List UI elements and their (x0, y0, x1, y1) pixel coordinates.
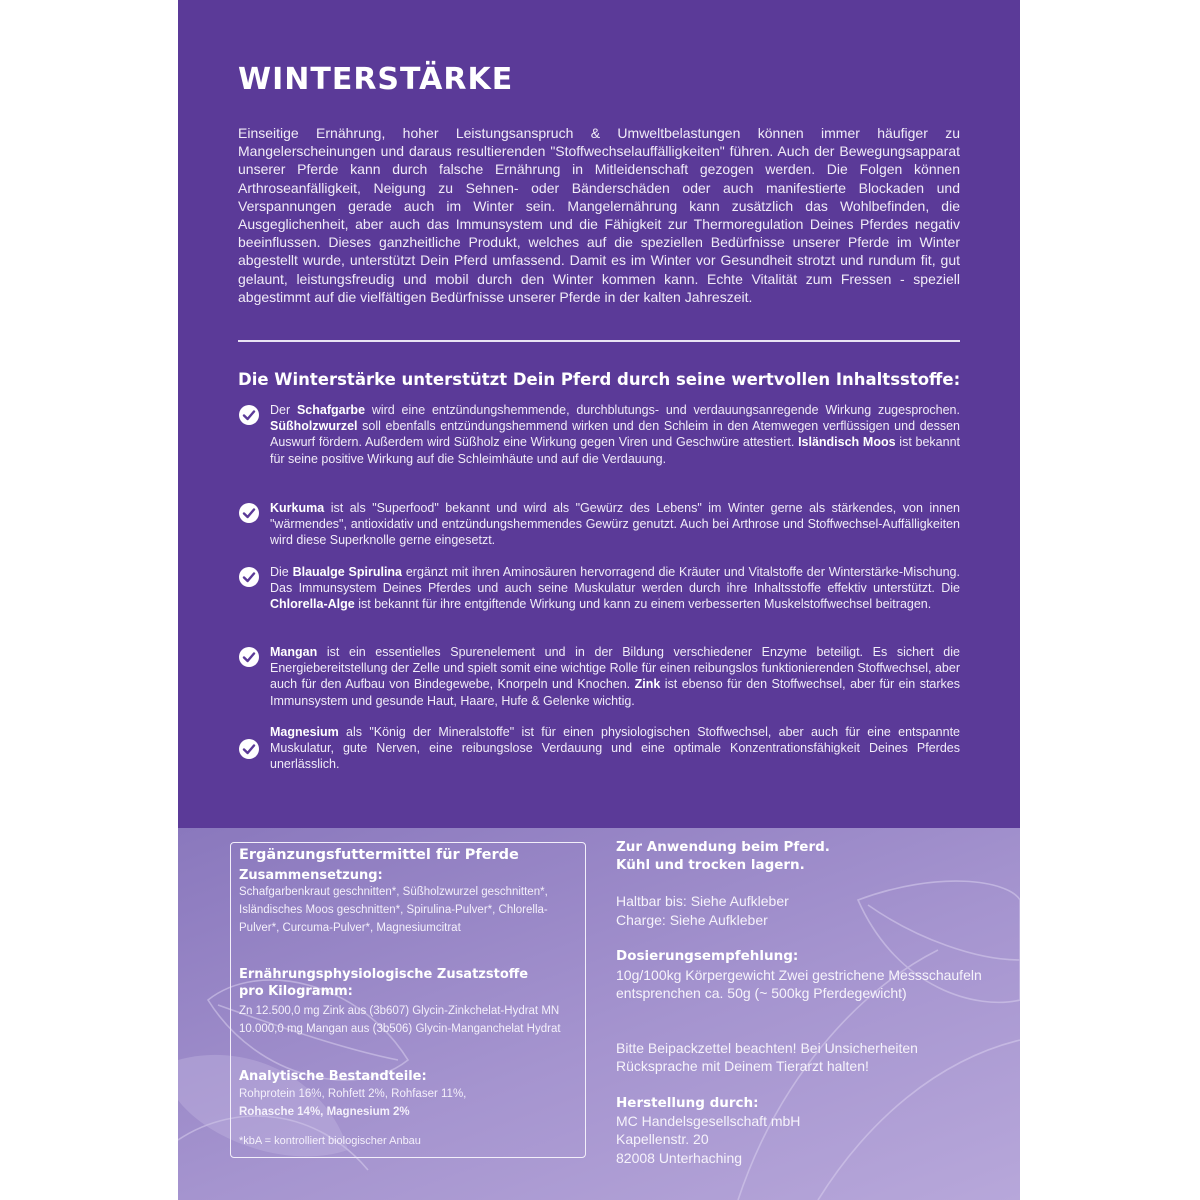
ingredient-text: Die Blaualge Spirulina ergänzt mit ihren Aminosäuren hervorragend die Kräuter und Vitalstoffe der Winterstärke-Mischung. Das Immunsystem Deines Pferdes und auch seine Muskulatur werden durch ihre Inhaltsstoffe effektiv unterstützt. Die Chlorella-Alge ist bekannt für ihre entgiftende Wirkung und kann zu einem verbesserten Muskelstoffwechsel beitragen. (270, 565, 960, 612)
dosage-text: 10g/100kg Körpergewicht Zwei gestrichene Messschaufeln entsprenchen ca. 50g (~ 500kg Pferdegewicht) (616, 967, 982, 1001)
ingredient-text: Der Schafgarbe wird eine entzündungshemmende, durchblutungs- und verdauungsanregende Wirkung zugesprochen. Süßholzwurzel soll ebenfalls entzündungshemmend wirken und den Schleim in den Atemwegen verflüssigen und dessen Auswurf fördern. Außerdem wird Süßholz eine Wirkung gegen Viren und Geschwüre attestiert. Isländisch Moos ist bekannt für seine positive Wirkung auf die Schleimhäute und auf die Verdauung. (270, 403, 960, 466)
product-label-panel (178, 0, 1020, 1200)
ingredient-keyword: Zink (634, 677, 661, 692)
composition-box (230, 842, 586, 1158)
checkmark-icon (238, 646, 260, 668)
ingredient-keyword: Kurkuma (270, 501, 325, 515)
charge-info: Charge: Siehe Aufkleber (616, 912, 768, 928)
ingredient-text: Magnesium als "König der Mineralstoffe" ist für einen physiologischen Stoffwechsel, aber auch für eine entspannte Muskulatur, gute Nerven, eine reibungslose Verdauung und eine optimale Konzentrationsfähigkeit Deines Pferdes unerlässlich. (270, 725, 960, 772)
checkmark-icon (238, 566, 260, 588)
checkmark-icon (238, 404, 260, 426)
analytic-label: Analytische Bestandteile: (239, 1069, 427, 1084)
composition-label: Zusammensetzung: (239, 868, 383, 883)
ingredient-keyword: Mangan (270, 645, 318, 659)
section-divider (238, 340, 960, 342)
ingredient-keyword: Isländisch Moos (798, 435, 896, 450)
manufacturer-city: 82008 Unterhaching (616, 1150, 743, 1166)
ingredient-text: Mangan ist ein essentielles Spurenelement und in der Bildung verschiedener Enzyme beteiligt. Es sichert die Energiebereitstellung der Zelle und spielt somit eine wichtige Rolle für einen reibungslos funktionierenden Stoffwechsel, aber auch für den Aufbau von Bindegewebe, Knorpeln und Knochen. Zink ist ebenso für den Stoffwechsel, aber für ein starkes Immunsystem und gesunde Haut, Haare, Hufe & Gelenke wichtig. (270, 645, 960, 708)
checkmark-icon (238, 738, 260, 760)
manufacturer-name: MC Handelsgesellschaft mbH (616, 1113, 801, 1129)
analytic-line-2: Rohasche 14%, Magnesium 2% (239, 1106, 410, 1118)
manufacturer-street: Kapellenstr. 20 (616, 1131, 709, 1147)
ingredient-keyword: Süßholzwurzel (270, 419, 358, 434)
ingredient-keyword: Chlorella-Alge (270, 597, 355, 612)
ingredient-keyword: Magnesium (270, 725, 339, 739)
box-title: Ergänzungsfuttermittel für Pferde (239, 847, 519, 863)
product-title: WINTERSTÄRKE (238, 62, 514, 97)
footnote: *kbA = kontrolliert biologischer Anbau (239, 1135, 421, 1147)
ingredient-text: Kurkuma ist als "Superfood" bekannt und wird als "Gewürz des Lebens" im Winter gerne als stärkendes, von innen "wärmendes", antioxidativ und entzündungshemmendes Gewürz genutzt. Auch bei Arthrose und Stoffwechsel-Auffälligkeiten wird diese Superknolle gerne eingesetzt. (270, 501, 960, 548)
composition-text: Schafgarbenkraut geschnitten*, Süßholzwurzel geschnitten*, Isländisches Moos geschnitten*, Spirulina-Pulver*, Chlorella-Pulver*, Curcuma-Pulver*, Magnesiumcitrat (239, 886, 548, 935)
vet-note: Bitte Beipackzettel beachten! Bei Unsicherheiten Rücksprache mit Deinem Tierarzt halten! (616, 1040, 918, 1074)
ingredients-heading: Die Winterstärke unterstützt Dein Pferd durch seine wertvollen Inhaltsstoffe: (238, 370, 961, 389)
ingredient-keyword: Schafgarbe (296, 403, 366, 417)
additives-text: Zn 12.500,0 mg Zink aus (3b607) Glycin-Zinkchelat-Hydrat MN 10.000,0 mg Mangan aus (3b506) Glycin-Manganchelat Hydrat (239, 1005, 561, 1036)
manufacturer-label: Herstellung durch: (616, 1095, 759, 1111)
dosage-label: Dosierungsempfehlung: (616, 948, 799, 964)
intro-paragraph: Einseitige Ernährung, hoher Leistungsanspruch & Umweltbelastungen können immer häufiger zu Mangelerscheinungen und daraus resultierenden "Stoffwechselauffälligkeiten" führen. Auch der Bewegungsapparat unserer Pferde kann durch falsche Ernährung in Mitleidenschaft gezogen werden. Die Folgen können Arthroseanfälligkeit, Neigung zu Sehnen- oder Bänderschäden oder auch manifestierte Blockaden und Verspannungen gerade auch im Winter sein. Mangelernährung kann zusätzlich das Wohlbefinden, die Ausgeglichenheit, aber auch das Immunsystem und die Fähigkeit zur Thermoregulation Deines Pferdes negativ beeinflussen. Dieses ganzheitliche Produkt, welches auf die speziellen Bedürfnisse unserer Pferde im Winter abgestellt wurde, unterstützt Dein Pferd umfassend. Damit es im Winter vor Gesundheit strotzt und rundum fit, gut gelaunt, leistungsfreudig und mobil durch den Winter kommen kann. Echte Vitalität zum Fressen - speziell abgestimmt auf die vielfältigen Bedürfnisse unserer Pferde in der kalten Jahreszeit. (238, 125, 960, 305)
usage-text: Zur Anwendung beim Pferd. Kühl und trocken lagern. (616, 839, 830, 873)
shelf-life: Haltbar bis: Siehe Aufkleber (616, 893, 789, 909)
analytic-line-1: Rohprotein 16%, Rohfett 2%, Rohfaser 11%, (239, 1088, 467, 1100)
additives-label: Ernährungsphysiologische Zusatzstoffe pro Kilogramm: (239, 967, 529, 999)
checkmark-icon (238, 502, 260, 524)
ingredient-keyword: Blaualge Spirulina (292, 565, 403, 579)
